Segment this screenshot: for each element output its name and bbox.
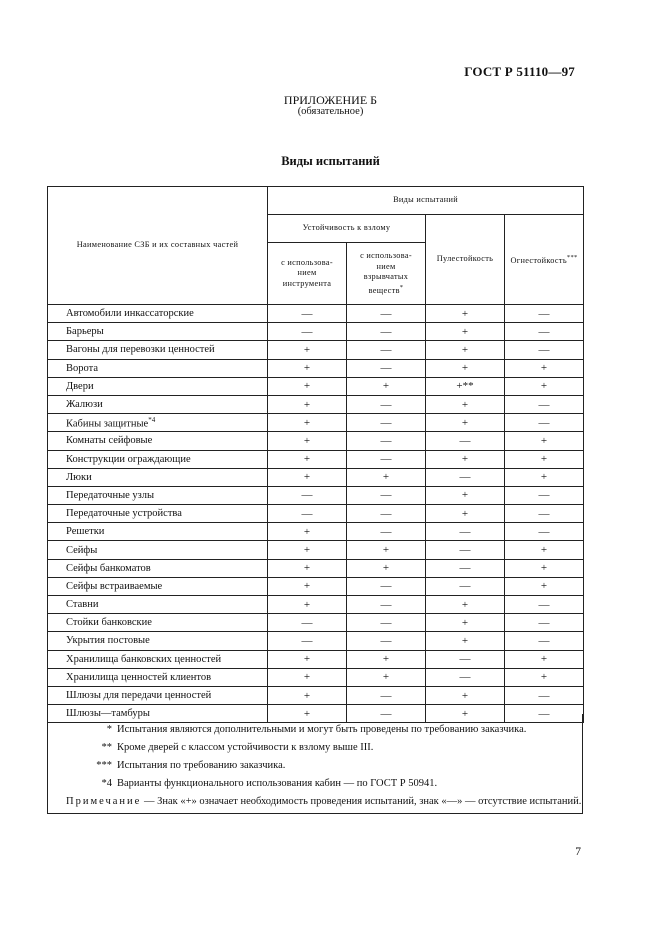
cell-fire: +: [505, 668, 584, 686]
cell-fire: +: [505, 559, 584, 577]
table-row: [48, 359, 584, 377]
row-footnote-mark: *4: [148, 415, 156, 424]
footnote-text: Испытания являются дополнительными и могут быть проведены по требованию заказчика.: [117, 724, 527, 735]
cell-tool: +: [268, 596, 347, 614]
cell-fire: —: [505, 596, 584, 614]
cell-fire: —: [505, 614, 584, 632]
cell-explosive: —: [347, 686, 426, 704]
cell-fire: —: [505, 305, 584, 323]
table-row: [48, 686, 584, 704]
tests-table: [47, 186, 584, 723]
cell-bullet: —: [426, 668, 505, 686]
row-name-text: Хранилища банковских ценностей: [66, 653, 222, 665]
cell-bullet: —: [426, 468, 505, 486]
footnote: [48, 760, 582, 772]
row-name-text: Кабины защитные: [66, 418, 149, 430]
cell-explosive: +: [347, 650, 426, 668]
cell-explosive: —: [347, 450, 426, 468]
cell-fire: +: [505, 450, 584, 468]
cell-explosive: —: [347, 577, 426, 595]
table-row: [48, 559, 584, 577]
cell-tool: +: [268, 450, 347, 468]
cell-fire: +: [505, 468, 584, 486]
header-bullet-resistance: Пулестойкость: [426, 215, 505, 305]
footnote-text: Испытания по требованию заказчика.: [117, 760, 286, 771]
row-name-text: Конструкции ограждающие: [66, 453, 191, 465]
row-name-text: Передаточные устройства: [66, 508, 182, 520]
row-name-text: Двери: [66, 380, 94, 392]
row-name-text: Хранилища ценностей клиентов: [66, 671, 212, 683]
row-name: [48, 395, 268, 413]
row-name: [48, 377, 268, 395]
cell-explosive: +: [347, 668, 426, 686]
cell-tool: —: [268, 614, 347, 632]
row-name: [48, 650, 268, 668]
header-with-tool: с использова- нием инструмента: [268, 243, 347, 305]
notes-block: [47, 714, 583, 814]
row-name: [48, 577, 268, 595]
row-name: [48, 632, 268, 650]
cell-bullet: —: [426, 541, 505, 559]
cell-fire: +: [505, 432, 584, 450]
row-name-text: Люки: [66, 471, 92, 483]
cell-bullet: —: [426, 577, 505, 595]
cell-fire: —: [505, 632, 584, 650]
cell-explosive: —: [347, 596, 426, 614]
cell-bullet: +: [426, 505, 505, 523]
row-name: [48, 486, 268, 504]
row-name: [48, 414, 268, 432]
cell-fire: —: [505, 686, 584, 704]
remark: [48, 796, 582, 808]
cell-tool: +: [268, 559, 347, 577]
cell-fire: —: [505, 341, 584, 359]
row-name-text: Ворота: [66, 362, 98, 374]
cell-bullet: +**: [426, 377, 505, 395]
table-row: [48, 668, 584, 686]
cell-fire: +: [505, 650, 584, 668]
header-with-explosive: [347, 243, 426, 305]
cell-explosive: —: [347, 705, 426, 723]
cell-bullet: +: [426, 341, 505, 359]
cell-explosive: —: [347, 505, 426, 523]
cell-tool: +: [268, 468, 347, 486]
cell-fire: —: [505, 523, 584, 541]
cell-explosive: —: [347, 632, 426, 650]
cell-explosive: +: [347, 559, 426, 577]
footnote-mark: ***: [96, 760, 112, 771]
header-fire-mark: ***: [566, 253, 578, 261]
cell-tool: +: [268, 686, 347, 704]
cell-explosive: —: [347, 432, 426, 450]
table-row: [48, 395, 584, 413]
cell-tool: +: [268, 377, 347, 395]
footnote: [48, 778, 582, 790]
table-row: [48, 305, 584, 323]
row-name-text: Шлюзы для передачи ценностей: [66, 690, 212, 702]
cell-fire: —: [505, 486, 584, 504]
cell-tool: +: [268, 577, 347, 595]
cell-fire: +: [505, 577, 584, 595]
cell-fire: —: [505, 323, 584, 341]
appendix-subtitle: (обязательное): [297, 106, 364, 117]
cell-fire: —: [505, 395, 584, 413]
cell-tool: +: [268, 650, 347, 668]
row-name: [48, 341, 268, 359]
row-name-text: Барьеры: [66, 326, 104, 338]
cell-tool: +: [268, 414, 347, 432]
row-name: [48, 559, 268, 577]
footnote-text: Кроме дверей с классом устойчивости к взлому выше III.: [117, 742, 374, 753]
cell-bullet: +: [426, 705, 505, 723]
table-row: [48, 468, 584, 486]
header-burglary-resistance: Устойчивость к взлому: [268, 215, 426, 243]
cell-bullet: +: [426, 323, 505, 341]
cell-tool: +: [268, 359, 347, 377]
row-name-text: Комнаты сейфовые: [66, 435, 153, 447]
cell-bullet: —: [426, 650, 505, 668]
row-name-text: Укрытия постовые: [66, 635, 150, 647]
table-row: [48, 577, 584, 595]
cell-bullet: —: [426, 559, 505, 577]
cell-explosive: —: [347, 359, 426, 377]
cell-tool: +: [268, 432, 347, 450]
header-explosive-label: с использова- нием взрывчатых веществ: [360, 251, 412, 295]
table-row: [48, 614, 584, 632]
row-name: [48, 523, 268, 541]
header-fire-label: Огнестойкость: [510, 255, 567, 265]
cell-explosive: +: [347, 377, 426, 395]
row-name-text: Сейфы встраиваемые: [66, 580, 163, 592]
row-name: [48, 323, 268, 341]
cell-fire: —: [505, 505, 584, 523]
row-name: [48, 668, 268, 686]
table-row: [48, 323, 584, 341]
cell-tool: +: [268, 395, 347, 413]
remark-text: — Знак «+» означает необходимость проведения испытаний, знак «—» — отсутствие испытаний.: [143, 796, 582, 807]
cell-explosive: +: [347, 468, 426, 486]
cell-tool: +: [268, 341, 347, 359]
row-name: [48, 305, 268, 323]
remark-label: Примечание: [66, 796, 142, 807]
table-row: [48, 541, 584, 559]
appendix-heading: [0, 94, 661, 118]
row-name-text: Шлюзы—тамбуры: [66, 708, 150, 720]
cell-bullet: +: [426, 305, 505, 323]
cell-fire: +: [505, 377, 584, 395]
row-name-text: Сейфы: [66, 544, 98, 556]
row-name: [48, 468, 268, 486]
row-name-text: Ставни: [66, 599, 99, 611]
table-title: Виды испытаний: [281, 154, 380, 168]
cell-tool: —: [268, 486, 347, 504]
table-row: [48, 650, 584, 668]
table-row: [48, 632, 584, 650]
cell-bullet: +: [426, 596, 505, 614]
cell-explosive: —: [347, 614, 426, 632]
cell-bullet: +: [426, 486, 505, 504]
row-name-text: Жалюзи: [66, 399, 103, 411]
row-name: [48, 541, 268, 559]
cell-tool: —: [268, 632, 347, 650]
cell-bullet: +: [426, 395, 505, 413]
cell-fire: —: [505, 705, 584, 723]
footnote-mark: *: [106, 724, 112, 735]
row-name-text: Вагоны для перевозки ценностей: [66, 344, 215, 356]
cell-tool: +: [268, 541, 347, 559]
cell-tool: +: [268, 668, 347, 686]
row-name: [48, 614, 268, 632]
row-name-text: Передаточные узлы: [66, 489, 155, 501]
cell-bullet: +: [426, 359, 505, 377]
row-name-text: Сейфы банкоматов: [66, 562, 151, 574]
cell-tool: +: [268, 523, 347, 541]
header-explosive-mark: *: [399, 283, 404, 291]
footnote-mark: **: [101, 742, 112, 753]
row-name: [48, 505, 268, 523]
row-name-text: Решетки: [66, 526, 105, 538]
header-row-1: [48, 187, 584, 215]
footnote-text: Варианты функционального использования кабин — по ГОСТ Р 50941.: [117, 778, 438, 789]
cell-tool: +: [268, 705, 347, 723]
table-row: [48, 432, 584, 450]
cell-tool: —: [268, 505, 347, 523]
cell-bullet: +: [426, 414, 505, 432]
cell-explosive: —: [347, 341, 426, 359]
cell-tool: —: [268, 323, 347, 341]
cell-bullet: +: [426, 686, 505, 704]
header-name-column: Наименование СЗБ и их составных частей: [48, 187, 268, 305]
header-fire-resistance: [505, 215, 584, 305]
standard-number: ГОСТ Р 51110—97: [464, 64, 575, 79]
cell-explosive: +: [347, 541, 426, 559]
table-row: [48, 486, 584, 504]
row-name: [48, 596, 268, 614]
row-name: [48, 359, 268, 377]
table-row: [48, 377, 584, 395]
footnote-mark: *4: [101, 778, 112, 789]
cell-tool: —: [268, 305, 347, 323]
row-name: [48, 686, 268, 704]
appendix-title: ПРИЛОЖЕНИЕ Б: [283, 93, 378, 107]
footnote: [48, 724, 582, 736]
cell-explosive: —: [347, 414, 426, 432]
row-name: [48, 432, 268, 450]
table-row: [48, 523, 584, 541]
table-row: [48, 414, 584, 432]
cell-explosive: —: [347, 486, 426, 504]
cell-bullet: —: [426, 432, 505, 450]
cell-bullet: +: [426, 450, 505, 468]
cell-explosive: —: [347, 395, 426, 413]
cell-bullet: +: [426, 632, 505, 650]
cell-explosive: —: [347, 305, 426, 323]
cell-explosive: —: [347, 523, 426, 541]
cell-bullet: +: [426, 614, 505, 632]
cell-fire: —: [505, 414, 584, 432]
table-row: [48, 341, 584, 359]
row-name: [48, 450, 268, 468]
table-row: [48, 596, 584, 614]
table-row: [48, 505, 584, 523]
cell-fire: +: [505, 359, 584, 377]
page-number: 7: [575, 846, 581, 858]
header-test-types: Виды испытаний: [268, 187, 584, 215]
footnote: [48, 742, 582, 754]
row-name-text: Стойки банковские: [66, 617, 152, 629]
row-name-text: Автомобили инкассаторские: [66, 308, 194, 320]
table-row: [48, 450, 584, 468]
cell-explosive: —: [347, 323, 426, 341]
cell-bullet: —: [426, 523, 505, 541]
cell-fire: +: [505, 541, 584, 559]
